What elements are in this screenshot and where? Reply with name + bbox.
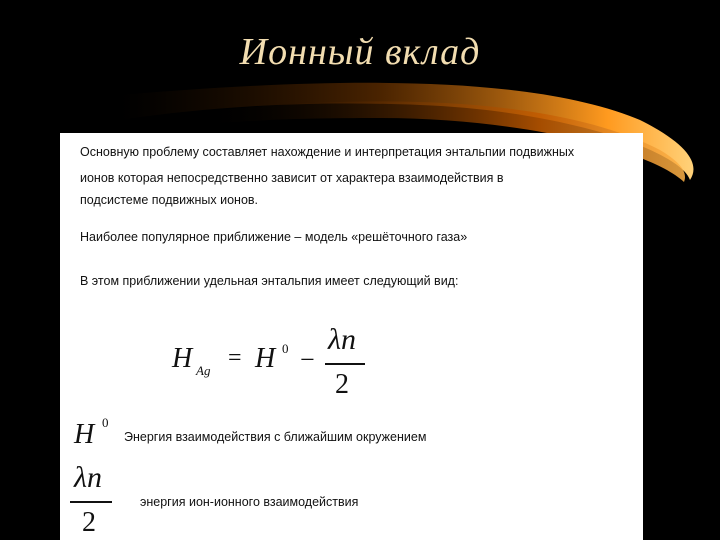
formula-minus: − [300, 345, 315, 374]
formula-numerator: λn [328, 323, 356, 356]
paragraph-line-1: Основную проблему составляет нахождение и интерпретация энтальпии подвижных [80, 145, 575, 159]
formula-denominator: 2 [335, 369, 349, 400]
legend-lambda-denominator: 2 [82, 507, 96, 538]
formula-equals: = [228, 345, 242, 371]
formula-H: H [172, 343, 193, 374]
paragraph-line-4: Наиболее популярное приближение – модель «решёточного газа» [80, 230, 468, 244]
legend-h0-superscript: 0 [102, 415, 109, 430]
formula-subscript-ag: Ag [196, 363, 211, 378]
legend-lambda-numerator: λn [74, 461, 102, 494]
formula-H0: H [255, 343, 276, 374]
paragraph-line-2: ионов которая непосредственно зависит от характера взаимодействия в [80, 171, 504, 185]
formula-fraction-bar [325, 363, 365, 365]
content-panel [60, 133, 643, 540]
slide-title: Ионный вклад [239, 31, 481, 73]
paragraph-line-3: подсистеме подвижных ионов. [80, 193, 259, 207]
legend-h0-symbol: H [74, 419, 95, 450]
formula-superscript-0: 0 [282, 341, 289, 356]
legend-lambda-text: энергия ион-ионного взаимодействия [140, 495, 359, 509]
legend-h0-text: Энергия взаимодействия с ближайшим окружением [124, 430, 427, 444]
paragraph-line-5: В этом приближении удельная энтальпия имеет следующий вид: [80, 274, 459, 288]
legend-lambda-fraction-bar [70, 501, 112, 503]
